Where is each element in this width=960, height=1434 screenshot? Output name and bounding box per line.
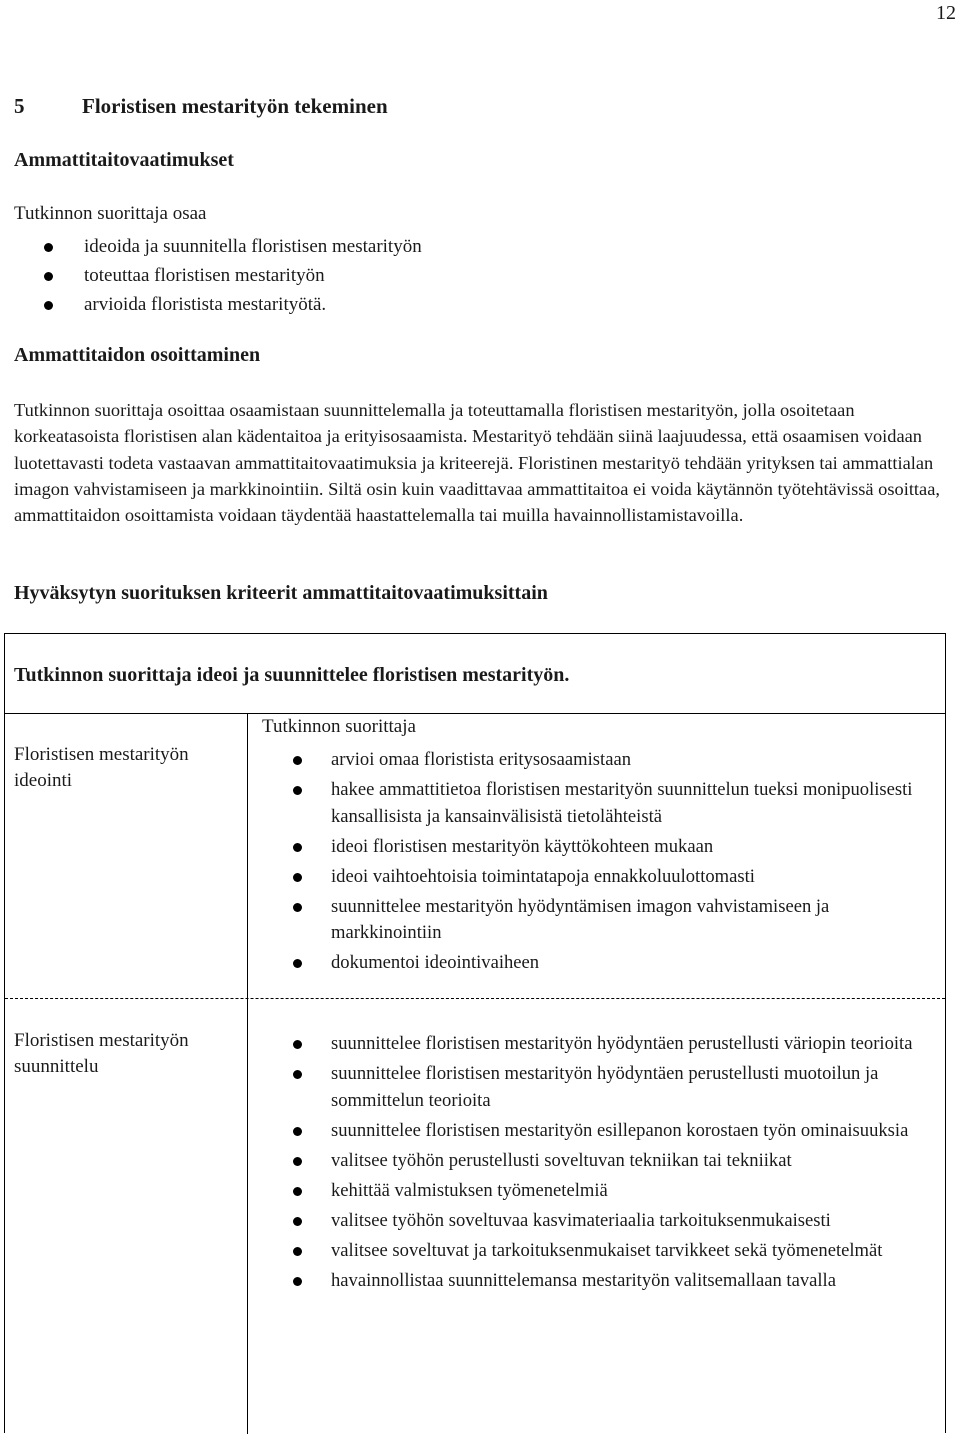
list-item: valitsee työhön soveltuvaa kasvimateriaalia tarkoituksenmukaisesti <box>262 1208 944 1235</box>
section-heading <box>14 94 388 119</box>
list-item: toteuttaa floristisen mestarityön <box>0 261 422 290</box>
list-item: suunnittelee floristisen mestarityön hyödyntäen perustellusti muotoilun ja sommittelun teorioita <box>262 1061 944 1114</box>
list-item: valitsee työhön perustellusti soveltuvan tekniikan tai tekniikat <box>262 1148 944 1175</box>
list-item: havainnollistaa suunnittelemansa mestarityön valitsemallaan tavalla <box>262 1268 944 1295</box>
list-item: arvioida floristista mestarityötä. <box>0 290 422 319</box>
section-title: Floristisen mestarityön tekeminen <box>82 94 388 118</box>
ideation-criteria-list <box>262 747 944 980</box>
row-divider <box>5 998 945 999</box>
list-item: suunnittelee floristisen mestarityön esillepanon korostaen työn ominaisuuksia <box>262 1118 944 1145</box>
list-item: suunnittelee mestarityön hyödyntämisen imagon vahvistamiseen ja markkinointiin <box>262 894 944 947</box>
criteria-heading: Hyväksytyn suorituksen kriteerit ammattitaitovaatimuksittain <box>14 582 548 604</box>
requirements-list <box>0 232 422 319</box>
list-item: hakee ammattitietoa floristisen mestarityön suunnittelun tueksi monipuolisesti kansallisista ja kansainvälisistä tietolähteistä <box>262 777 944 830</box>
list-item: suunnittelee floristisen mestarityön hyödyntäen perustellusti väriopin teorioita <box>262 1031 944 1058</box>
list-item: valitsee soveltuvat ja tarkoituksenmukaiset tarvikkeet sekä työmenetelmät <box>262 1238 944 1265</box>
page-number: 12 <box>936 2 956 24</box>
criteria-table <box>4 633 946 1433</box>
list-item: dokumentoi ideointivaiheen <box>262 950 944 977</box>
demonstration-paragraph: Tutkinnon suorittaja osoittaa osaamistaan suunnittelemalla ja toteuttamalla floristisen mestarityön, jolla osoitetaan korkeatasoista floristisen alan kädentaitoa ja erityisosaamista. Mestarityö tehdään siinä laajuudessa, että osaamisen voidaan luotettavasti todeta vastaavan ammattitaitovaatimuksia ja kriteerejä. Floristinen mestarityö tehdään yrityksen tai ammattialan imagon vahvistamiseen ja markkinointiin. Siltä osin kuin vaadittavaa ammattitaitoa ei voida käytännön työtehtävissä osoittaa, ammattitaidon osoittamista voidaan täydentää haastattelemalla tai muilla havainnollistamistavoilla. <box>14 400 940 526</box>
list-item: kehittää valmistuksen työmenetelmiä <box>262 1178 944 1205</box>
row-label-ideation: Floristisen mestarityön ideointi <box>14 744 189 791</box>
list-item: arvioi omaa floristista eritysosaamistaan <box>262 747 944 774</box>
requirements-intro: Tutkinnon suorittaja osaa <box>14 203 207 224</box>
list-item: ideoida ja suunnitella floristisen mestarityön <box>0 232 422 261</box>
list-item: ideoi floristisen mestarityön käyttökohteen mukaan <box>262 834 944 861</box>
requirements-heading: Ammattitaitovaatimukset <box>14 149 234 171</box>
demonstration-heading: Ammattitaidon osoittaminen <box>14 344 261 366</box>
table-header-row <box>5 634 945 714</box>
table-heading: Tutkinnon suorittaja ideoi ja suunnittelee floristisen mestarityön. <box>14 664 570 686</box>
section-number: 5 <box>14 94 25 118</box>
planning-criteria-list <box>262 1031 944 1298</box>
row-label-planning: Floristisen mestarityön suunnittelu <box>14 1030 189 1077</box>
column-divider <box>247 714 248 1434</box>
list-item: ideoi vaihtoehtoisia toimintatapoja ennakkoluulottomasti <box>262 864 944 891</box>
row-intro-ideation: Tutkinnon suorittaja <box>262 716 416 737</box>
